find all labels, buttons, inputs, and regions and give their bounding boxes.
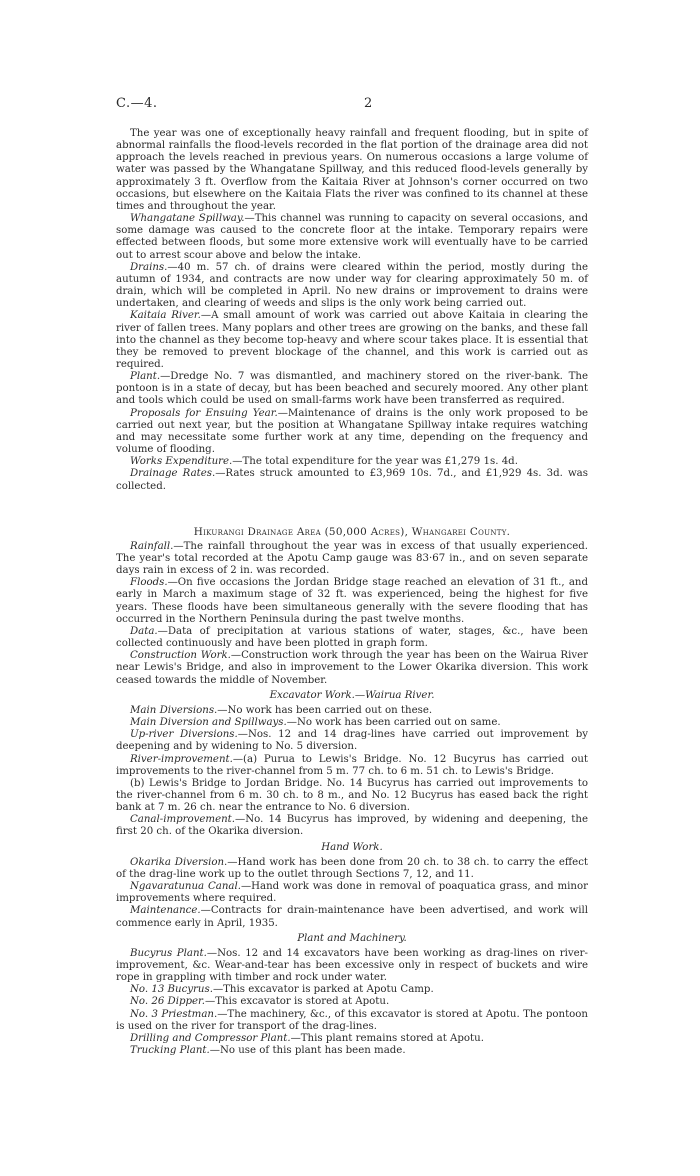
paragraph: River-improvement.—(a) Purua to Lewis's Bridge. No. 12 Bucyrus has carried out improvements to the river-channel from 5 m. 77 ch. to 6 m. 51 ch. to Lewis's Bridge. — [116, 753, 588, 777]
subsection-title: Excavator Work.—Wairua River. — [269, 689, 435, 701]
paragraph: The year was one of exceptionally heavy rainfall and frequent flooding, but in spite of abnormal rainfalls the flood-levels recorded in the flat portion of the drainage area did not approach the levels reached in previous years. On numerous occasions a large volume of water was passed by the Whangatane Spillway, and this reduced flood-levels generally by approximately 3 ft. Overflow from the Kaitaia River at Johnson's corner occurred on two occasions, but elsewhere on the Kaitaia Flats the river was confined to its channel at these times and throughout the year. — [116, 128, 588, 212]
paragraph: Drains.—40 m. 57 ch. of drains were cleared within the period, mostly during the autumn of 1934, and contracts are now under way for clearing approximately 50 m. of drain, which will be completed in April. No new drains or improvement to drains were undertaken, and clearing of weeds and slips is the only work being carried out. — [116, 261, 588, 310]
paragraph: No. 13 Bucyrus.—This excavator is parked at Apotu Camp. — [130, 984, 434, 996]
paragraph: No. 3 Priestman.—The machinery, &c., of this excavator is stored at Apotu. The pontoon is used on the river for transport of the drag-lines. — [116, 1008, 588, 1032]
paragraph: Kaitaia River.—A small amount of work was carried out above Kaitaia in clearing the river of fallen trees. Many poplars and other trees are growing on the banks, and these fall into the channel as they become top-heavy and where scour takes place. It is essential that they be removed to prevent blockage of the channel, and this work is carried out as required. — [116, 310, 588, 370]
section-title: Hikurangi Drainage Area (50,000 Acres), Whangarei County. — [193, 525, 511, 538]
paragraph: Works Expenditure.—The total expenditure for the year was £1,279 1s. 4d. — [130, 456, 518, 468]
paragraph: Ngavaratunua Canal.—Hand work was done in removal of poaquatica grass, and minor improvements where required. — [116, 881, 588, 905]
paragraph: Proposals for Ensuing Year.—Maintenance of drains is the only work proposed to be carried out next year, but the position at Whangatane Spillway intake requires watching and may necessitate some further work at any time, depending on the frequency and volume of flooding. — [116, 407, 588, 456]
paragraph: No. 26 Dipper.—This excavator is stored at Apotu. — [130, 996, 390, 1008]
paragraph: Drilling and Compressor Plant.—This plant remains stored at Apotu. — [130, 1032, 484, 1044]
paragraph: Drainage Rates.—Rates struck amounted to £3,969 10s. 7d., and £1,929 4s. 3d. was collected. — [116, 468, 588, 492]
paragraph: Bucyrus Plant.—Nos. 12 and 14 excavators have been working as drag-lines on river-improvement, &c. Wear-and-tear has been excessive only in respect of buckets and wire rope in grappling with timber and rock under water. — [116, 947, 588, 984]
paragraph: Maintenance.—Contracts for drain-maintenance have been advertised, and work will commence early in April, 1935. — [116, 905, 588, 929]
paragraph: Rainfall.—The rainfall throughout the year was in excess of that usually experienced. The year's total recorded at the Apotu Camp gauge was 83·67 in., and on seven separate days rain in excess of 2 in. was recorded. — [116, 540, 588, 577]
paragraph: Data.—Data of precipitation at various stations of water, stages, &c., have been collected continuously and have been plotted in graph form. — [116, 625, 588, 650]
paragraph: Plant.—Dredge No. 7 was dismantled, and machinery stored on the river-bank. The pontoon is in a state of decay, but has been beached and securely moored. Any other plant and tools which could be used on small-farms work have been transferred as required. — [116, 371, 588, 407]
paragraph: Whangatane Spillway.—This channel was running to capacity on several occasions, and some damage was caused to the concrete floor at the intake. Temporary repairs were effected between floods, but some more extensive work will eventually have to be carried out to arrest scour above and below the intake. — [116, 213, 588, 261]
page-header — [116, 98, 586, 114]
paragraph: Main Diversion and Spillways.—No work has been carried out on same. — [130, 717, 501, 729]
subsection-title: Plant and Machinery. — [297, 932, 407, 944]
subsection-title: Hand Work. — [321, 841, 383, 853]
paragraph: Up-river Diversions.—Nos. 12 and 14 drag-lines have carried out improvement by deepening and by widening to No. 5 diversion. — [116, 729, 588, 753]
paragraph: Construction Work.—Construction work through the year has been on the Wairua River near Lewis's Bridge, and also in improvement to the Lower Okarika diversion. This work ceased towards the middle of November. — [116, 650, 588, 686]
paragraph: Trucking Plant.—No use of this plant has been made. — [130, 1045, 406, 1057]
paragraph: Canal-improvement.—No. 14 Bucyrus has improved, by widening and deepening, the first 20 ch. of the Okarika diversion. — [116, 814, 588, 838]
section-hikurangi — [116, 526, 588, 1058]
paragraph: Okarika Diversion.—Hand work has been done from 20 ch. to 38 ch. to carry the effect of the drag-line work up to the outlet through Sections 7, 12, and 11. — [116, 856, 588, 880]
section-kaitaia — [116, 128, 588, 493]
page-number: 2 — [364, 96, 373, 111]
document-reference: C.—4. — [116, 96, 158, 111]
paragraph: Floods.—On five occasions the Jordan Bridge stage reached an elevation of 31 ft., and early in March a maximum stage of 32 ft. was experienced, being the highest for five years. These floods have been simultaneous generally with the severe flooding that has occurred in the Northern Peninsula during the past twelve months. — [116, 577, 588, 625]
paragraph: Main Diversions.—No work has been carried out on these. — [130, 704, 433, 716]
paragraph: (b) Lewis's Bridge to Jordan Bridge. No. 14 Bucyrus has carried out improvements to the river-channel from 6 m. 30 ch. to 8 m., and No. 12 Bucyrus has eased back the right bank at 7 m. 26 ch. near the entrance to No. 6 diversion. — [116, 777, 588, 814]
document-body — [116, 128, 588, 1057]
